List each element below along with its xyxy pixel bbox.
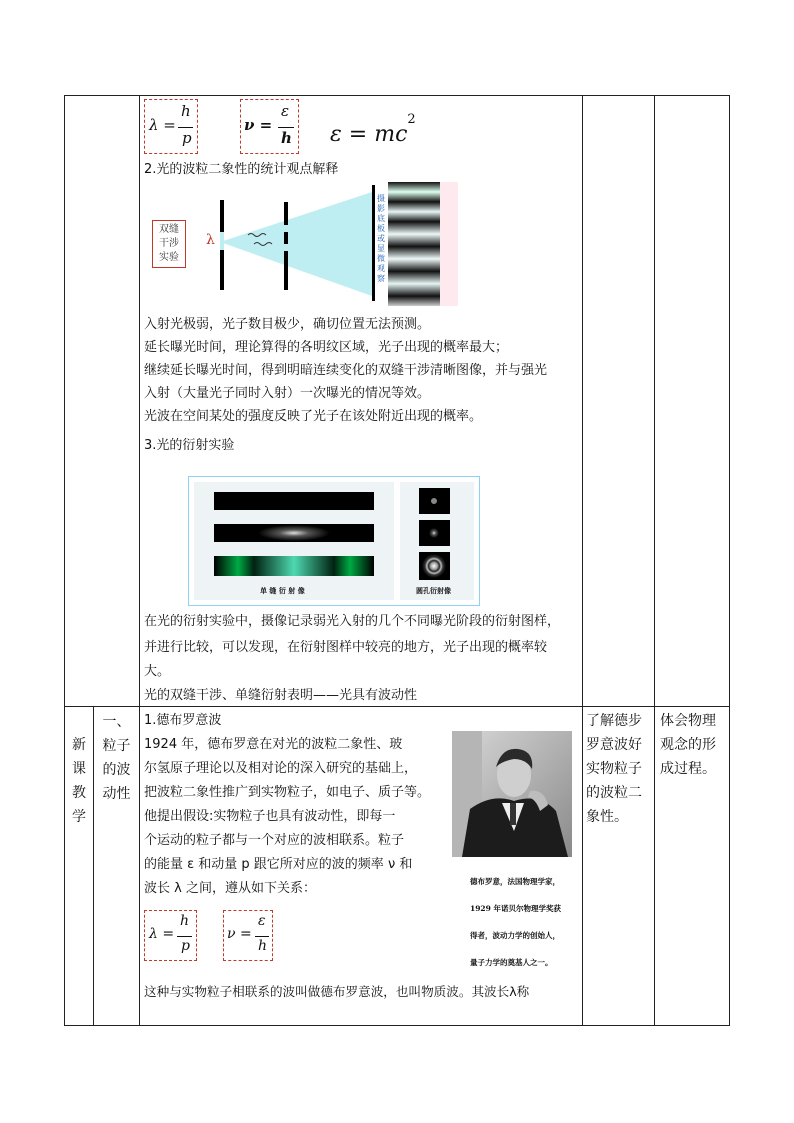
paragraph-line: 在光的衍射实验中，摄像记录弱光入射的几个不同曝光阶段的衍射图样， [144, 614, 561, 629]
objective-line: 象性。 [586, 809, 628, 825]
paragraph-line: 并进行比较，可以发现，在衍射图样中较亮的地方，光子出现的概率较 [144, 640, 548, 655]
double-slit-diagram [150, 180, 460, 308]
paragraph-line: 继续延长曝光时间，得到明暗连续变化的双缝干涉清晰图像，并与强光 [144, 363, 548, 378]
paragraph-line: 大。 [144, 664, 171, 679]
objective-line: 实物粒子 [586, 761, 642, 777]
section-heading: 2.光的波粒二象性的统计观点解释 [144, 162, 339, 177]
paragraph-line: 延长曝光时间，理论算得的各明纹区域，光子出现的概率最大； [144, 340, 509, 355]
formula-text: ε = mc [330, 122, 408, 147]
light-cone [220, 192, 372, 296]
fraction-bar [178, 127, 193, 128]
formula-lhs: λ = [149, 116, 176, 134]
phase-char: 学 [72, 809, 86, 825]
paragraph-line: 他提出假设:实物粒子也具有波动性，即每一 [144, 809, 396, 824]
paragraph-line: 光的双缝干涉、单缝衍射表明——光具有波动性 [144, 688, 418, 703]
energy-formula [330, 112, 416, 147]
table-bottom-border [64, 1025, 730, 1026]
formula-lhs: λ = [149, 926, 175, 942]
paragraph-line: 尔氢原子理论以及相对论的深入研究的基础上， [144, 761, 418, 776]
paragraph-line: 这种与实物粒子相联系的波叫做德布罗意波，也叫物质波。其波长λ称 [144, 984, 530, 999]
phase-char: 教 [72, 785, 86, 801]
paragraph-line: 1924 年，德布罗意在对光的波粒二象性、玻 [144, 737, 403, 752]
wavelength-formula [144, 910, 197, 961]
wavelength-symbol: λ [206, 232, 215, 248]
wavelength-formula [144, 99, 198, 154]
section-heading: 1.德布罗意波 [144, 713, 222, 728]
caption-line: 量子力学的奠基人之一。 [470, 958, 553, 967]
intent-line: 观念的形 [660, 737, 716, 753]
phase-char: 课 [72, 761, 86, 777]
formula-numerator: h [181, 102, 191, 120]
phase-char: 新 [72, 737, 86, 753]
frequency-formula [240, 99, 299, 154]
paragraph-line: 光波在空间某处的强度反映了光子在该处附近出现的概率。 [144, 409, 483, 424]
formula-denominator: h [258, 938, 268, 954]
diffraction-stage-1 [214, 492, 374, 510]
table-left-border [64, 95, 65, 1026]
formula-numerator: ε [281, 102, 290, 120]
formula-numerator: ε [258, 913, 266, 929]
intent-line: 体会物理 [660, 713, 716, 729]
objective-line: 罗意波好 [586, 737, 642, 753]
intent-column [660, 709, 728, 781]
col-divider-2 [139, 95, 140, 1026]
screen-plate [372, 185, 375, 301]
formula-exponent: 2 [407, 112, 416, 127]
diffraction-stage-3 [214, 556, 374, 576]
topic-column [94, 710, 139, 806]
fraction-bar [255, 936, 269, 937]
caption-line: 德布罗意，法国物理学家， [470, 877, 560, 886]
objective-column [586, 709, 652, 829]
portrait-illustration [452, 731, 572, 857]
caption-line: 1929 年诺贝尔物理学奖获 [470, 904, 561, 913]
paragraph-line: 个运动的粒子都与一个对应的波相联系。粒子 [144, 833, 405, 848]
table-right-border [729, 95, 730, 1026]
label-line: 双缝 [159, 224, 179, 235]
formula-denominator: p [181, 938, 190, 954]
paragraph-line: 入射（大量光子同时入射）一次曝光的情况等效。 [144, 386, 431, 401]
portrait-caption [470, 868, 561, 976]
interference-pattern [388, 182, 440, 306]
experiment-label [152, 220, 186, 268]
circular-aperture-caption: 圆孔衍射像 [416, 586, 451, 595]
paragraph-line: 的能量 ε 和动量 p 跟它所对应的波的频率 ν 和 [144, 857, 413, 872]
portrait-photo [452, 731, 572, 857]
intent-line: 成过程。 [660, 761, 716, 777]
paragraph-line: 波长 λ 之间，遵从如下关系： [144, 881, 316, 896]
paragraph-line: 把波粒二象性推广到实物粒子，如电子、质子等。 [144, 785, 431, 800]
topic-line: 粒子 [102, 738, 131, 754]
topic-line: 一、 [102, 714, 131, 730]
double-slit-figure [150, 180, 460, 308]
screen-label: 摄影底板或显微观察 [377, 194, 385, 283]
col-divider-4 [654, 95, 655, 1026]
label-line: 实验 [159, 252, 179, 263]
col-divider-3 [582, 95, 583, 1026]
frequency-formula [223, 910, 273, 961]
label-line: 干涉 [159, 238, 179, 249]
formula-denominator: h [281, 129, 292, 147]
topic-line: 动性 [102, 786, 131, 802]
objective-line: 了解德步 [586, 713, 642, 729]
paragraph-line: 入射光极弱，光子数目极少，确切位置无法预测。 [144, 317, 431, 332]
formula-lhs: ν = [227, 926, 252, 942]
section-heading: 3.光的衍射实验 [144, 438, 235, 453]
single-slit-caption: 单 缝 衍 射 像 [260, 586, 305, 595]
phase-column [64, 733, 94, 829]
table-top-border [64, 95, 730, 96]
fraction-bar [177, 936, 192, 937]
diffraction-figure [188, 476, 480, 606]
formula-numerator: h [180, 913, 190, 929]
formula-lhs: ν = [244, 116, 273, 134]
topic-line: 的波 [102, 762, 131, 778]
formula-denominator: p [182, 129, 192, 147]
objective-line: 的波粒二 [586, 785, 642, 801]
caption-line: 得者，波动力学的创始人， [470, 931, 560, 940]
fraction-bar [278, 127, 294, 128]
